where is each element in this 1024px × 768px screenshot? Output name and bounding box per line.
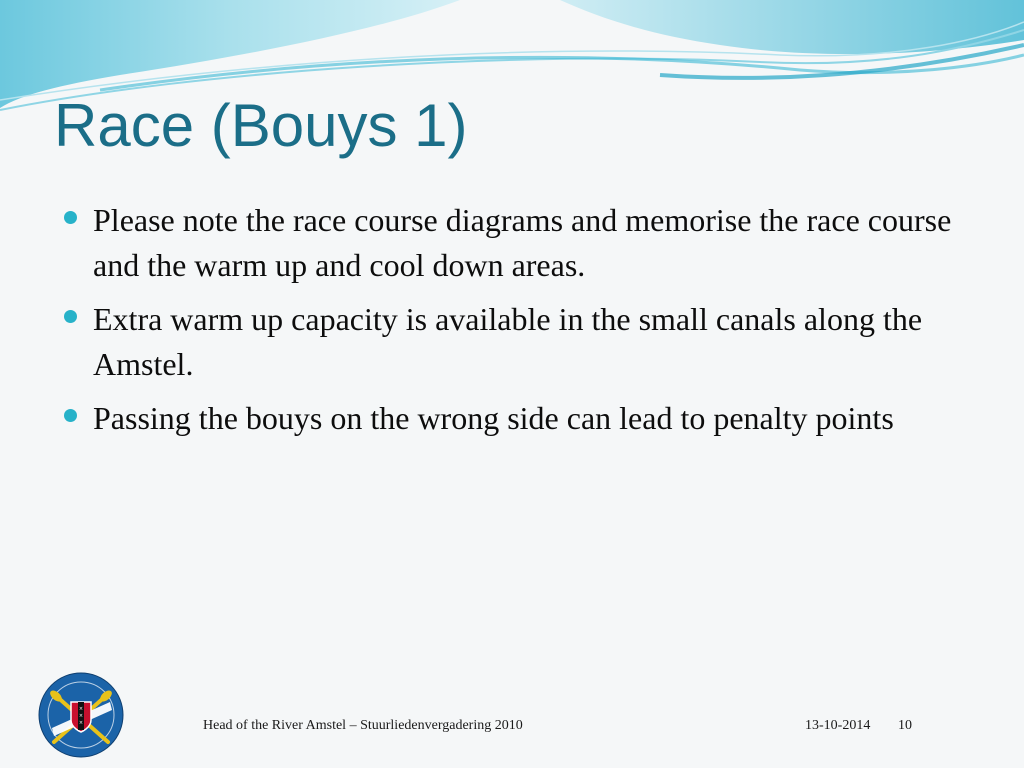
footer-page-number: 10 [898, 718, 912, 733]
bullet-dot-icon [64, 409, 77, 422]
footer-date: 13-10-2014 [805, 718, 871, 733]
bullet-text: Passing the bouys on the wrong side can lead to penalty points [93, 400, 894, 436]
bullet-text: Extra warm up capacity is available in the small canals along the Amstel. [93, 301, 923, 382]
bullet-text: Please note the race course diagrams and memorise the race course and the warm up and cool down areas. [93, 202, 952, 283]
wave-line-3 [100, 55, 1024, 90]
svg-text:×: × [78, 713, 84, 719]
wave-top-right [560, 0, 1024, 54]
bullet-dot-icon [64, 211, 77, 224]
svg-text:×: × [78, 720, 84, 726]
list-item [62, 297, 962, 387]
list-item [62, 396, 962, 441]
bullet-dot-icon [64, 310, 77, 323]
svg-text:×: × [78, 706, 84, 712]
slide-title: Race (Bouys 1) [54, 92, 468, 159]
bullet-list [62, 198, 962, 450]
club-logo-icon [38, 672, 124, 758]
list-item [62, 198, 962, 288]
footer-text: Head of the River Amstel – Stuurliedenvergadering 2010 [203, 718, 523, 733]
